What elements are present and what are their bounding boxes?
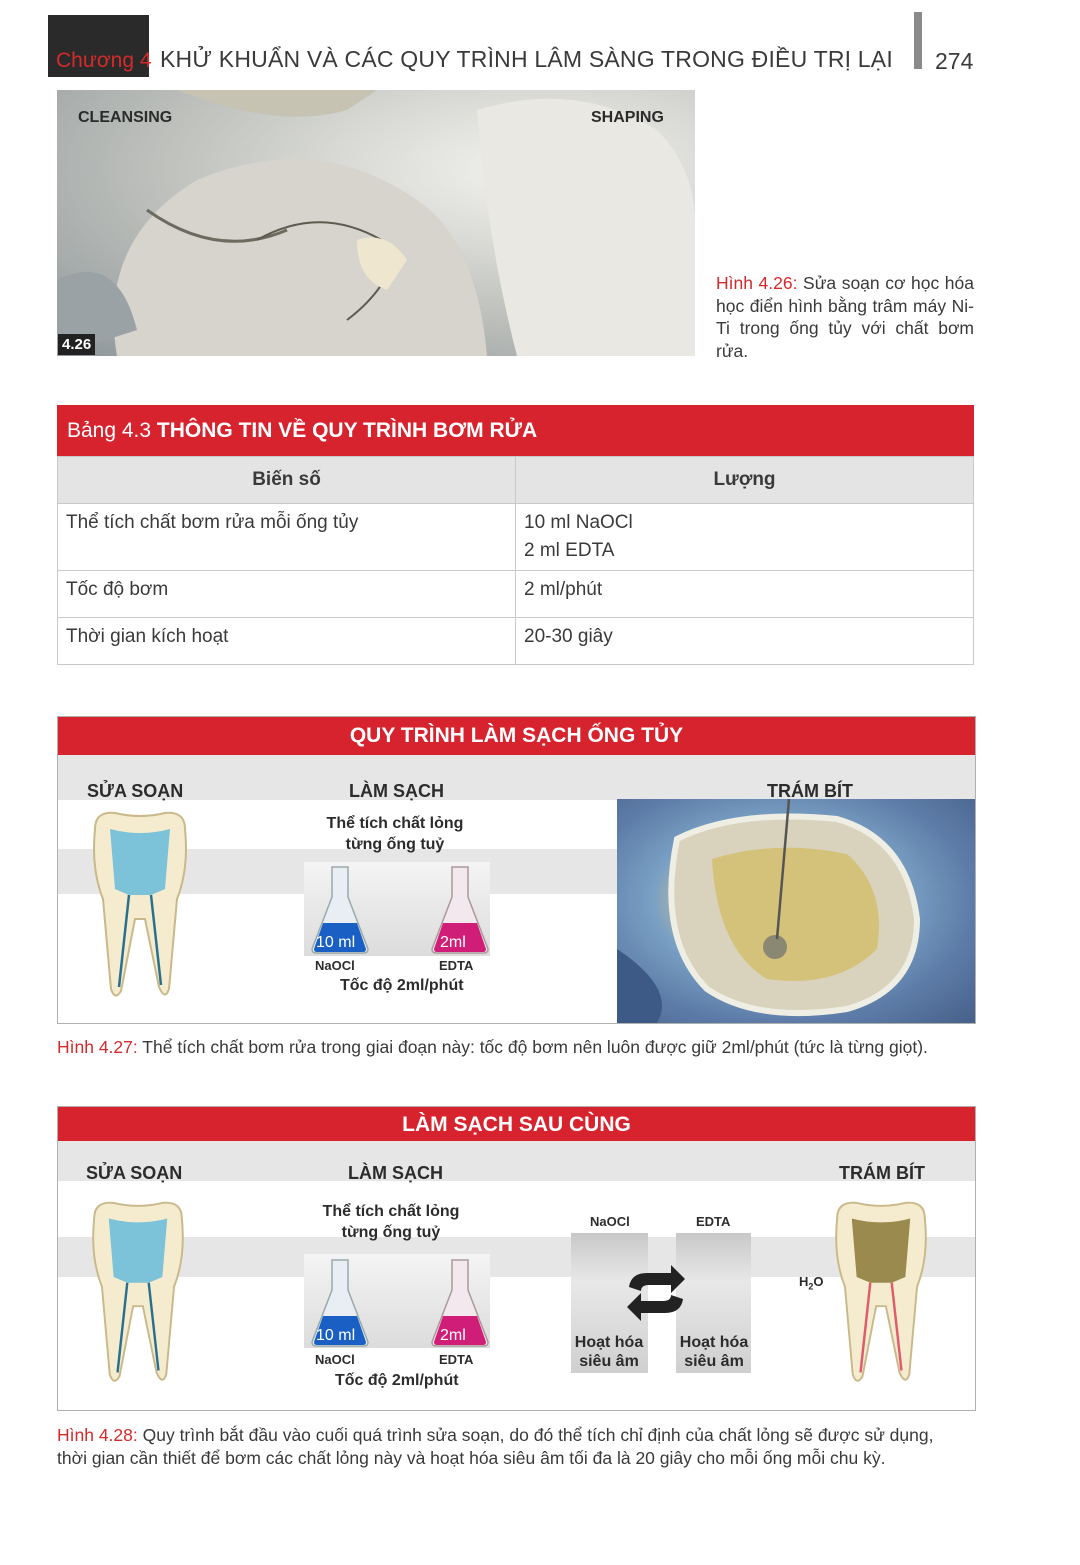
step-obturation: TRÁM BÍT — [767, 781, 853, 801]
table-row — [58, 504, 974, 571]
cell-line: 10 ml NaOCl — [524, 512, 633, 533]
flow-rate: Tốc độ 2ml/phút — [335, 1372, 459, 1389]
water-sub: 2 — [808, 1281, 814, 1292]
flow-rate: Tốc độ 2ml/phút — [340, 977, 464, 994]
naocl-volume: 10 ml — [316, 1327, 356, 1344]
figure-4-28-caption — [57, 1424, 933, 1470]
obturation-illustration — [617, 799, 975, 1023]
filled-tooth-icon — [826, 1199, 936, 1389]
water-o: O — [813, 1274, 824, 1289]
activation-line2: siêu âm — [579, 1353, 639, 1370]
figure-4-27-caption — [57, 1036, 928, 1059]
page-number: 274 — [935, 48, 974, 74]
tooth-photo-illustration — [57, 90, 695, 356]
tooth-icon — [83, 1199, 193, 1389]
step-clean: LÀM SẠCH — [348, 1163, 443, 1183]
figure-4-26-caption — [716, 272, 974, 362]
cycle-naocl-label: NaOCl — [590, 1214, 630, 1229]
chapter-title: KHỬ KHUẨN VÀ CÁC QUY TRÌNH LÂM SÀNG TRONG ĐIỀU TRỊ LẠI — [160, 46, 893, 72]
cycle-arrows-icon — [621, 1263, 691, 1323]
activation-line2: siêu âm — [684, 1353, 744, 1370]
table-row — [58, 571, 974, 618]
cleansing-label: CLEANSING — [78, 109, 173, 126]
root-canal-cleaning-panel — [57, 716, 976, 1024]
step-prepare: SỬA SOẠN — [87, 781, 184, 801]
edta-name: EDTA — [439, 958, 474, 973]
edta-volume: 2ml — [440, 934, 466, 951]
water-label — [799, 1274, 824, 1292]
figure-4-26-photo — [57, 90, 695, 356]
caption-line1: Quy trình bắt đầu vào cuối quá trình sửa soạn, do đó thể tích chỉ định của chất lỏng sẽ được sử dụng, — [137, 1425, 934, 1445]
water-h: H — [799, 1274, 809, 1289]
cycle-edta-label: EDTA — [696, 1214, 731, 1229]
table-cell: Thời gian kích hoạt — [58, 618, 516, 665]
caption-label: Hình 4.28: — [57, 1425, 138, 1445]
table-cell: 20-30 giây — [516, 618, 974, 665]
table-row — [58, 618, 974, 665]
column-header: Biến số — [58, 457, 516, 504]
volume-note-line1: Thể tích chất lỏng — [326, 815, 464, 832]
irrigation-table — [57, 405, 974, 665]
caption-text: Sửa soạn cơ học hóa học điển hình bằng trâm máy Ni-Ti trong ống tủy với chất bơm rửa. — [716, 273, 974, 361]
shaping-label: SHAPING — [591, 109, 664, 126]
edta-volume: 2ml — [440, 1327, 466, 1344]
naocl-volume: 10 ml — [316, 934, 356, 951]
naocl-name: NaOCl — [315, 958, 355, 973]
header-divider — [914, 12, 922, 69]
caption-label: Hình 4.27: — [57, 1037, 138, 1057]
band-top — [58, 1141, 975, 1181]
table-header — [57, 405, 974, 456]
step-clean: LÀM SẠCH — [349, 781, 444, 801]
step-obturation: TRÁM BÍT — [839, 1163, 925, 1183]
caption-line2: thời gian cần thiết để bơm các chất lỏng này và hoạt hóa siêu âm tối đa là 20 giây cho mỗi ống mỗi chu kỳ. — [57, 1448, 886, 1468]
table-cell — [516, 504, 974, 571]
panel-title: LÀM SẠCH SAU CÙNG — [58, 1107, 975, 1141]
volume-note — [284, 1201, 498, 1243]
column-header: Lượng — [516, 457, 974, 504]
naocl-name: NaOCl — [315, 1352, 355, 1367]
figure-number-badge: 4.26 — [58, 334, 95, 355]
activation-line1: Hoạt hóa — [679, 1334, 749, 1351]
obturation-photo — [617, 799, 975, 1023]
caption-label: Hình 4.26: — [716, 273, 798, 293]
volume-note-line1: Thể tích chất lỏng — [322, 1203, 460, 1220]
caption-text: Thể tích chất bơm rửa trong giai đoạn này: tốc độ bơm nên luôn được giữ 2ml/phút (tức là từng giọt). — [137, 1037, 928, 1057]
table-cell: 2 ml/phút — [516, 571, 974, 618]
cell-line: 2 ml EDTA — [524, 540, 615, 561]
volume-note — [288, 813, 502, 855]
table-cell: Thể tích chất bơm rửa mỗi ống tủy — [58, 504, 516, 571]
table-title: THÔNG TIN VỀ QUY TRÌNH BƠM RỬA — [156, 419, 538, 442]
table-cell: Tốc độ bơm — [58, 571, 516, 618]
tooth-icon — [85, 809, 195, 1004]
step-prepare: SỬA SOẠN — [86, 1163, 183, 1183]
chapter-label: Chương 4 — [56, 49, 152, 72]
ultrasonic-activation-1 — [569, 1333, 649, 1371]
volume-note-line2: từng ống tuỷ — [345, 836, 445, 853]
activation-line1: Hoạt hóa — [574, 1334, 644, 1351]
table-number: Bảng 4.3 — [67, 419, 157, 442]
ultrasonic-activation-2 — [674, 1333, 754, 1371]
panel-title: QUY TRÌNH LÀM SẠCH ỐNG TỦY — [58, 717, 975, 755]
edta-name: EDTA — [439, 1352, 474, 1367]
volume-note-line2: từng ống tuỷ — [341, 1224, 441, 1241]
final-cleaning-panel — [57, 1106, 976, 1411]
